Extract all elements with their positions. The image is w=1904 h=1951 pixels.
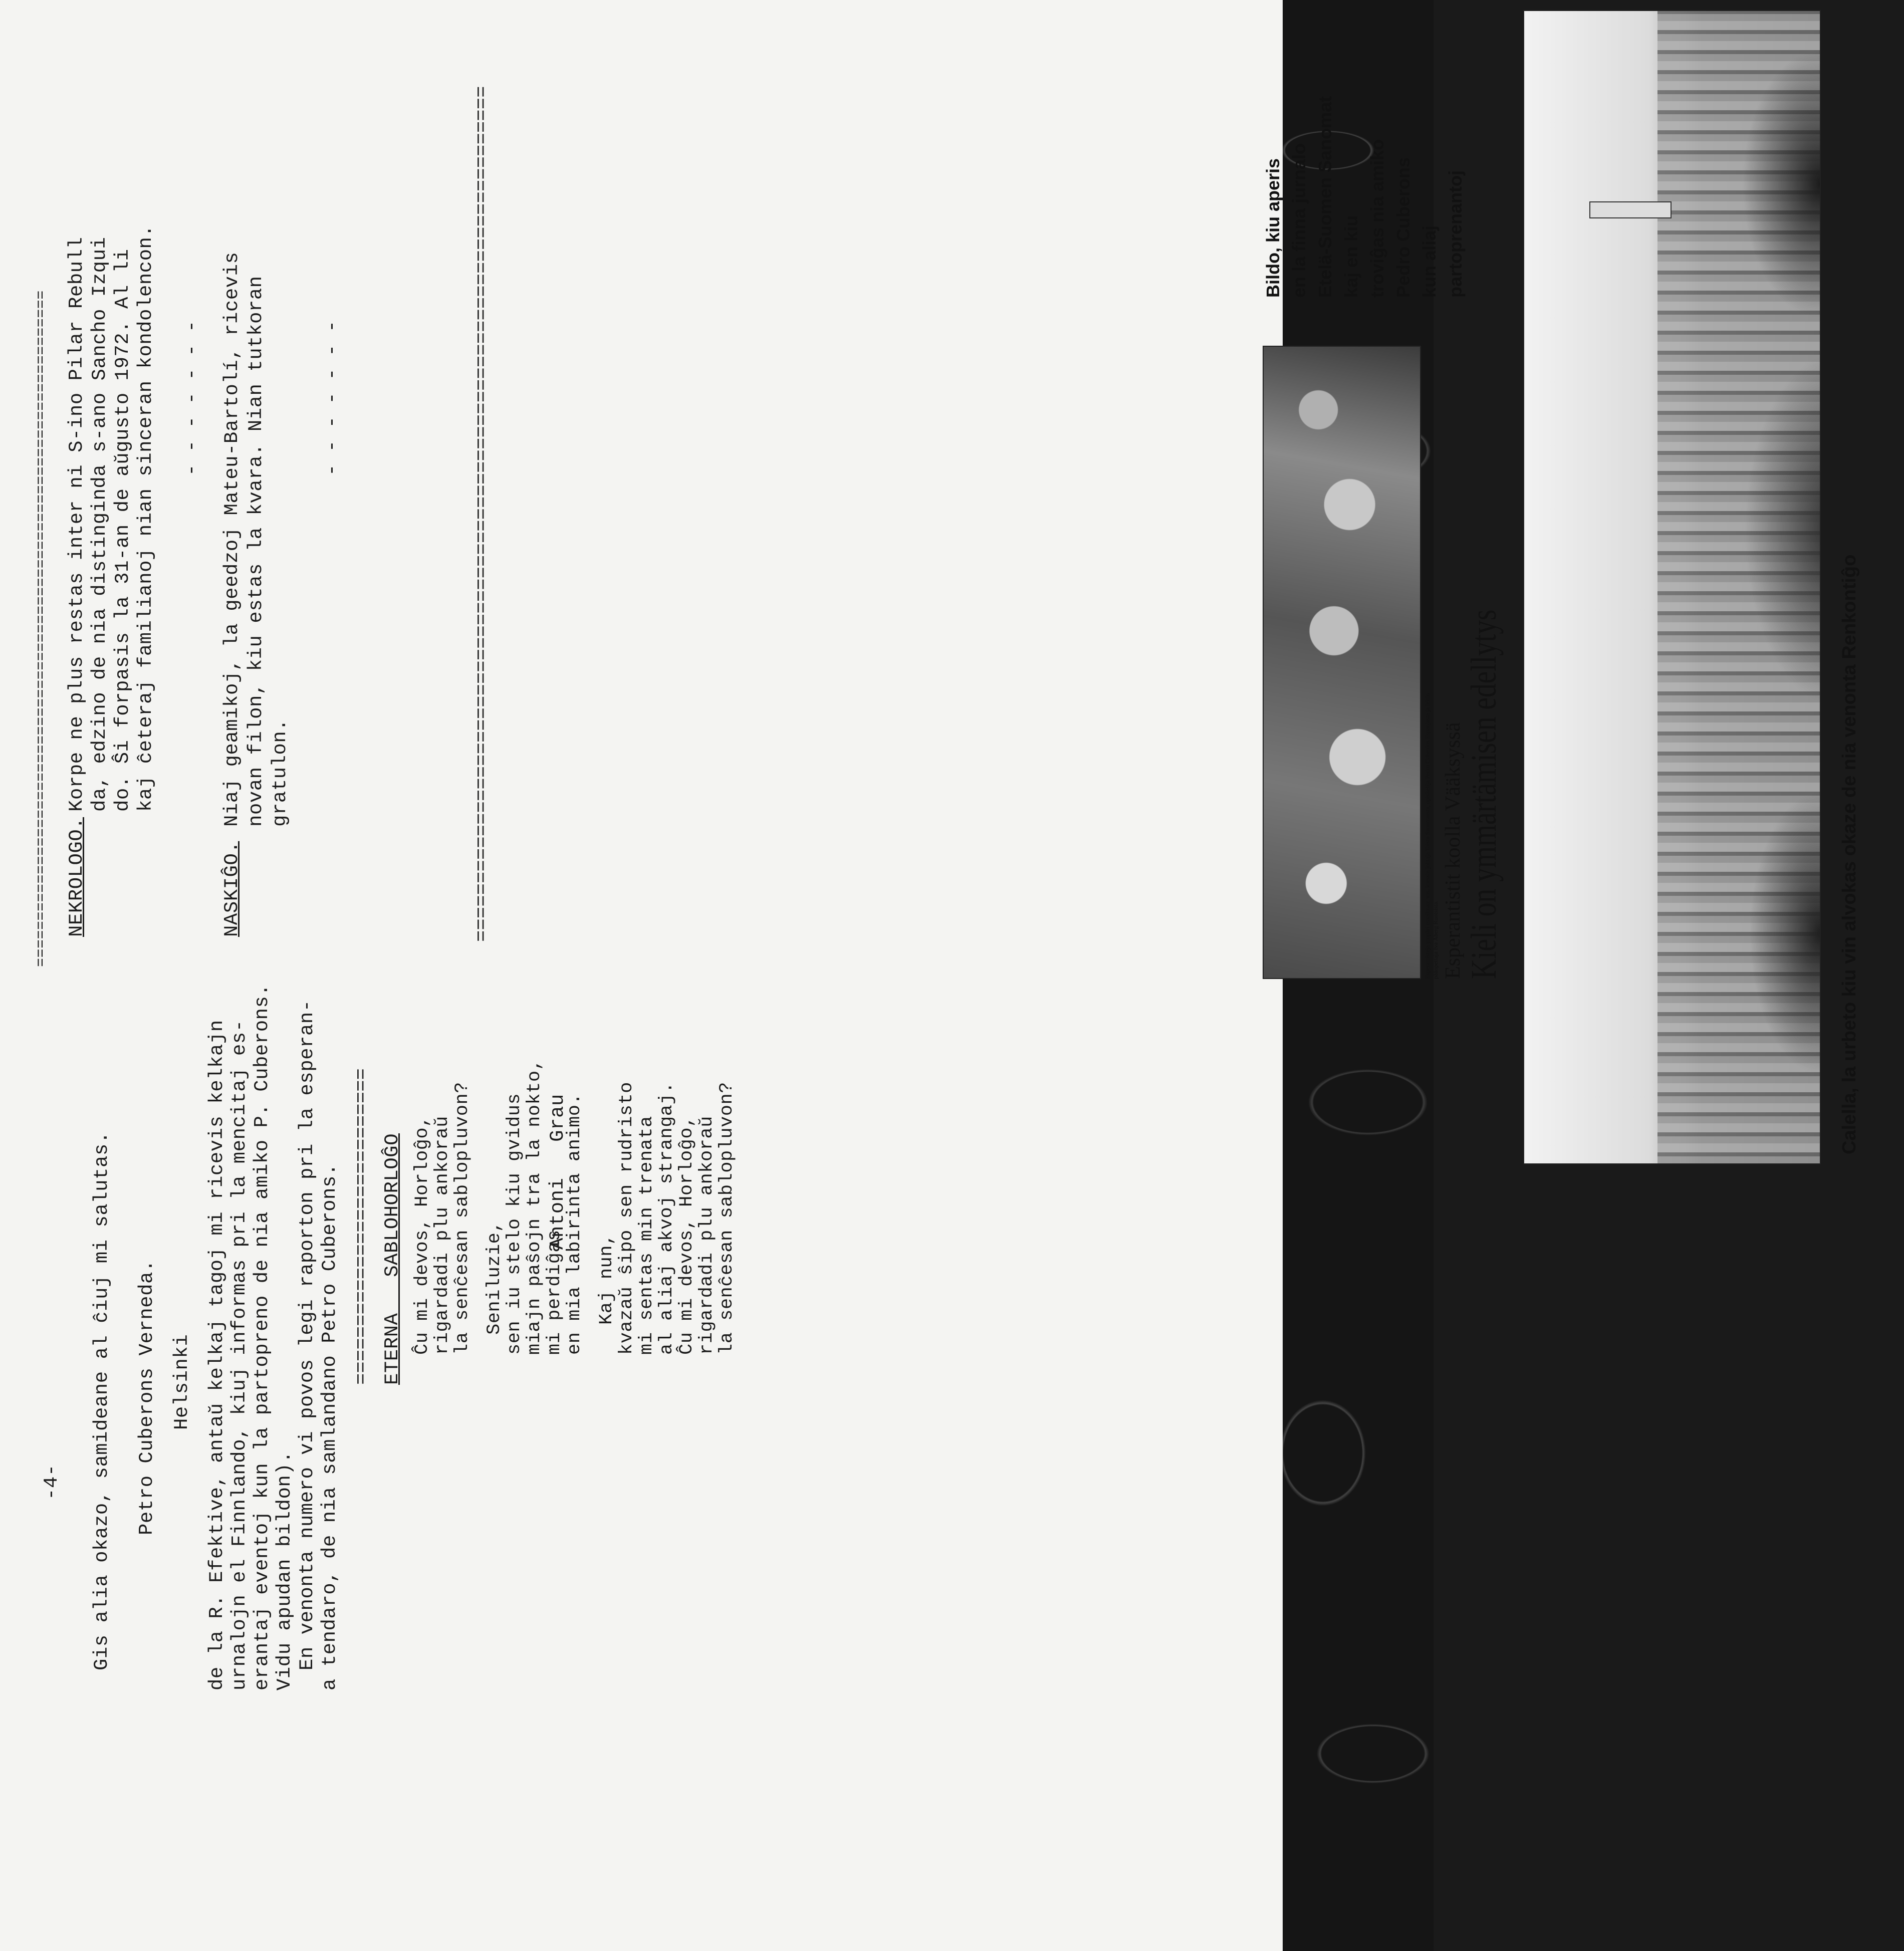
- headline-big: Kieli on ymmärtämisen edellytys: [1464, 609, 1504, 979]
- naskigo-line: Niaj geamikoj, la geedzoj Mateu-Bartolí, ricevis: [221, 252, 243, 827]
- poem-line: miajn paŝojn tra la nokto,: [524, 1059, 545, 1355]
- poem-line: Ĉu mi devos, Horloĝo,: [676, 1116, 697, 1355]
- intro-line-5: En venonta numero vi povos legi raporton pri la esperan-: [296, 1000, 318, 1670]
- naskigo-line: novan filon, kiu estas la kvara. Nian tutkoran: [245, 276, 267, 827]
- page-number: -4-: [41, 1464, 63, 1500]
- headline-small: Esperantistit koolla Vääksyssä: [1442, 722, 1465, 979]
- poem-title: ETERNA SABLOHORLOĜO: [381, 1133, 403, 1385]
- intro-line-3: erantaj eventoj kun la partopreno de nia amiko P. Cuberons.: [251, 984, 273, 1690]
- poem-line: Ĉu mi devos, Horloĝo,: [412, 1116, 433, 1355]
- lighthouse: [1589, 201, 1672, 218]
- photo1-caption-2: pääopettaja Iva Åberg Ruotsista.: [1432, 900, 1439, 979]
- bottom-caption: Calella, la urbeto kiu vin alvokas okaze de nia venonta Renkontiĝo: [1839, 554, 1860, 1154]
- photo1-caption: Esperantisteja ympäri maailmaa: vas. kurssin johtaja Taisto Suonttausta, opiskelija Pedro Cuberóns Espanjasta ja leirin: [1424, 693, 1431, 979]
- divider-rule-2: =========================================================================: [471, 86, 493, 942]
- poem-line: en mia labirinta animo.: [564, 1093, 585, 1355]
- poem-author: Antoni Grau: [547, 1094, 569, 1250]
- naskigo-label: NASKIĜO.: [221, 841, 243, 937]
- poem-line: kvazaŭ ŝipo sen rudristo: [616, 1082, 637, 1355]
- poem-line: mi perdiĝas: [544, 1230, 565, 1355]
- side-caption-line: partoprenantoj: [1445, 170, 1466, 298]
- dashes-2: - - - - - - -: [321, 320, 343, 476]
- naskigo-line: gratulon.: [269, 718, 291, 827]
- side-caption-line: kaj en kiu: [1341, 215, 1361, 298]
- side-caption-line: Pedro Cuberons: [1393, 157, 1413, 298]
- poem-line: la senĉesan sablopluvon?: [452, 1082, 473, 1355]
- nekrologo-line: kaj ĉeteraj familianoj nian sinceran kondolencon.: [135, 224, 157, 812]
- side-caption-line: kun aliaj: [1419, 225, 1440, 298]
- nekrologo-line: da, edzino de nia distinginda s-ano Sancho Izqui: [89, 236, 111, 812]
- nekrologo-label: NEKROLOGO.: [66, 817, 88, 937]
- poem-line: sen iu stelo kiu gvidus: [504, 1093, 525, 1355]
- poem-line: Kaj nun,: [596, 1234, 617, 1325]
- signature-name: Petro Cuberons Verneda.: [136, 1260, 158, 1535]
- nekrologo-line: Korpe ne plus restas inter ni S-ino Pilar Rebull: [66, 236, 88, 812]
- divider-rule-2b: =========================================================================: [33, 290, 50, 967]
- side-caption-line: Bildo, kiu aperis: [1263, 158, 1283, 298]
- side-caption-line: en la finna jurnalo: [1289, 143, 1309, 298]
- dashes-1: - - - - - - -: [181, 320, 203, 476]
- intro-line-1: de la R. Efektive, antaŭ kelkaj tagoj mi ricevis kelkajn: [206, 1020, 228, 1690]
- newspaper-clipping-page: [621, 0, 1860, 1951]
- poem-line: rigardadi plu ankoraŭ: [696, 1116, 718, 1355]
- poem-line: la senĉesan sablopluvon?: [717, 1082, 738, 1355]
- intro-line-4: Vidu apudan bildon).: [274, 1450, 296, 1690]
- town-landscape-photo: [1523, 10, 1821, 1164]
- poem-line: Seniluzie,: [484, 1221, 505, 1335]
- poem-line: mi sentas min trenata: [636, 1116, 657, 1355]
- group-photo: [1263, 346, 1421, 979]
- photo-hills: [1657, 11, 1820, 1163]
- signature-city: Helsinki: [171, 1334, 193, 1430]
- poem-line: al aliaj akvoj strangaj.: [656, 1082, 677, 1355]
- announcements-section: [0, 0, 621, 977]
- side-caption-line: troviĝas nia amiko: [1367, 139, 1387, 298]
- closing-line: Gis alia okazo, samideane al ĉiuj mi salutas.: [91, 1131, 113, 1670]
- side-caption-line: Etelä-Suomen Sanomat: [1315, 96, 1335, 298]
- nekrologo-line: do. Ŝi forpasis la 31-an de aŭgusto 1972. Al li: [112, 249, 134, 812]
- divider-rule-1: ===========================: [351, 1068, 373, 1385]
- intro-line-6: a tendaro, de nia samlandano Petro Cuberons.: [319, 1163, 341, 1690]
- intro-line-2: urnalojn el Finnlando, kiuj informas pri la mencitaj es-: [228, 1020, 251, 1690]
- poem-line: rigardadi plu ankoraŭ: [432, 1116, 453, 1355]
